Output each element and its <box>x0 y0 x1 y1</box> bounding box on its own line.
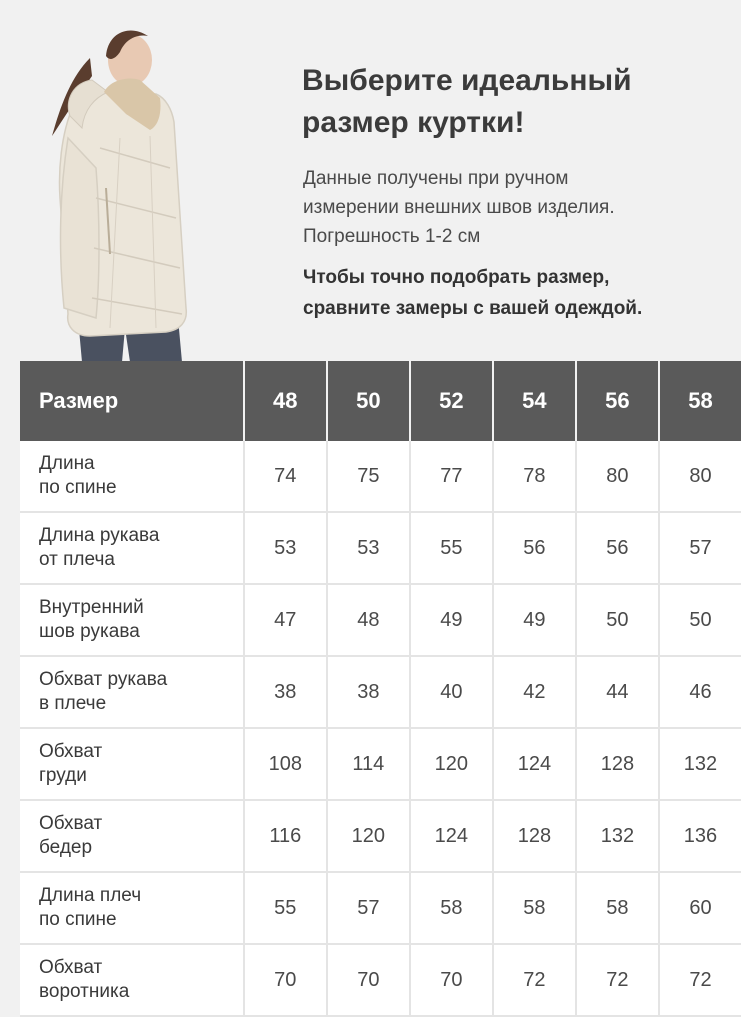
table-cell: 49 <box>411 585 494 657</box>
table-cell: 78 <box>494 441 577 513</box>
table-row <box>20 801 741 873</box>
table-cell: 70 <box>411 945 494 1017</box>
table-cell: 40 <box>411 657 494 729</box>
row-label <box>20 513 245 585</box>
table-cell: 49 <box>494 585 577 657</box>
table-cell: 57 <box>328 873 411 945</box>
model-jacket-illustration <box>30 18 205 362</box>
table-row <box>20 585 741 657</box>
table-cell: 56 <box>494 513 577 585</box>
table-cell: 38 <box>245 657 328 729</box>
description-line: Погрешность 1-2 см <box>303 226 481 247</box>
table-cell: 70 <box>245 945 328 1017</box>
table-cell: 57 <box>660 513 741 585</box>
title-line: Выберите идеальный <box>302 64 632 97</box>
table-cell: 53 <box>328 513 411 585</box>
row-label <box>20 729 245 801</box>
table-row <box>20 513 741 585</box>
row-label-line: Длина <box>39 453 95 474</box>
page-title <box>302 60 732 144</box>
table-cell: 80 <box>577 441 660 513</box>
row-label <box>20 441 245 513</box>
table-cell: 75 <box>328 441 411 513</box>
table-cell: 50 <box>660 585 741 657</box>
table-cell: 114 <box>328 729 411 801</box>
row-label <box>20 945 245 1017</box>
table-cell: 77 <box>411 441 494 513</box>
table-row <box>20 729 741 801</box>
table-row <box>20 873 741 945</box>
row-label-line: Длина плеч <box>39 885 142 906</box>
table-cell: 124 <box>411 801 494 873</box>
row-label <box>20 873 245 945</box>
size-column-header: 50 <box>328 361 411 441</box>
size-column-header: 52 <box>411 361 494 441</box>
table-cell: 58 <box>494 873 577 945</box>
row-label-line: воротника <box>39 981 130 1002</box>
table-row <box>20 441 741 513</box>
row-label-line: Обхват <box>39 957 103 978</box>
row-label <box>20 801 245 873</box>
table-cell: 44 <box>577 657 660 729</box>
table-cell: 128 <box>494 801 577 873</box>
row-label-line: Обхват рукава <box>39 669 168 690</box>
table-cell: 70 <box>328 945 411 1017</box>
table-cell: 72 <box>660 945 741 1017</box>
size-header-row <box>20 361 741 441</box>
size-table <box>20 361 741 1017</box>
size-column-header: 56 <box>577 361 660 441</box>
description-line: Данные получены при ручном <box>303 168 569 189</box>
measurement-description <box>303 164 733 251</box>
size-column-header: 58 <box>660 361 741 441</box>
row-label-line: в плече <box>39 693 107 714</box>
table-cell: 55 <box>245 873 328 945</box>
table-cell: 128 <box>577 729 660 801</box>
title-line: размер куртки! <box>302 106 525 139</box>
table-cell: 120 <box>411 729 494 801</box>
table-cell: 60 <box>660 873 741 945</box>
table-cell: 132 <box>577 801 660 873</box>
size-column-header: 54 <box>494 361 577 441</box>
row-label-line: Внутренний <box>39 597 144 618</box>
row-label-line: по спине <box>39 477 117 498</box>
size-header-label: Размер <box>20 361 245 441</box>
table-cell: 53 <box>245 513 328 585</box>
fitting-note <box>303 262 733 324</box>
table-cell: 38 <box>328 657 411 729</box>
table-cell: 58 <box>411 873 494 945</box>
table-cell: 116 <box>245 801 328 873</box>
table-cell: 108 <box>245 729 328 801</box>
table-cell: 58 <box>577 873 660 945</box>
table-cell: 132 <box>660 729 741 801</box>
row-label-line: шов рукава <box>39 621 140 642</box>
table-cell: 74 <box>245 441 328 513</box>
table-cell: 46 <box>660 657 741 729</box>
row-label-line: по спине <box>39 909 117 930</box>
table-cell: 50 <box>577 585 660 657</box>
row-label-line: Обхват <box>39 813 103 834</box>
table-cell: 136 <box>660 801 741 873</box>
row-label-line: Обхват <box>39 741 103 762</box>
table-cell: 120 <box>328 801 411 873</box>
table-cell: 80 <box>660 441 741 513</box>
table-cell: 55 <box>411 513 494 585</box>
hero-section <box>0 0 741 362</box>
note-line: Чтобы точно подобрать размер, <box>303 267 610 288</box>
table-row <box>20 657 741 729</box>
table-cell: 47 <box>245 585 328 657</box>
row-label-line: груди <box>39 765 87 786</box>
table-cell: 56 <box>577 513 660 585</box>
table-cell: 72 <box>577 945 660 1017</box>
table-cell: 124 <box>494 729 577 801</box>
row-label-line: Длина рукава <box>39 525 160 546</box>
table-cell: 42 <box>494 657 577 729</box>
row-label-line: бедер <box>39 837 93 858</box>
row-label <box>20 585 245 657</box>
table-cell: 72 <box>494 945 577 1017</box>
row-label <box>20 657 245 729</box>
table-row <box>20 945 741 1017</box>
size-column-header: 48 <box>245 361 328 441</box>
description-line: измерении внешних швов изделия. <box>303 197 615 218</box>
row-label-line: от плеча <box>39 549 115 570</box>
table-cell: 48 <box>328 585 411 657</box>
note-line: сравните замеры с вашей одеждой. <box>303 298 643 319</box>
